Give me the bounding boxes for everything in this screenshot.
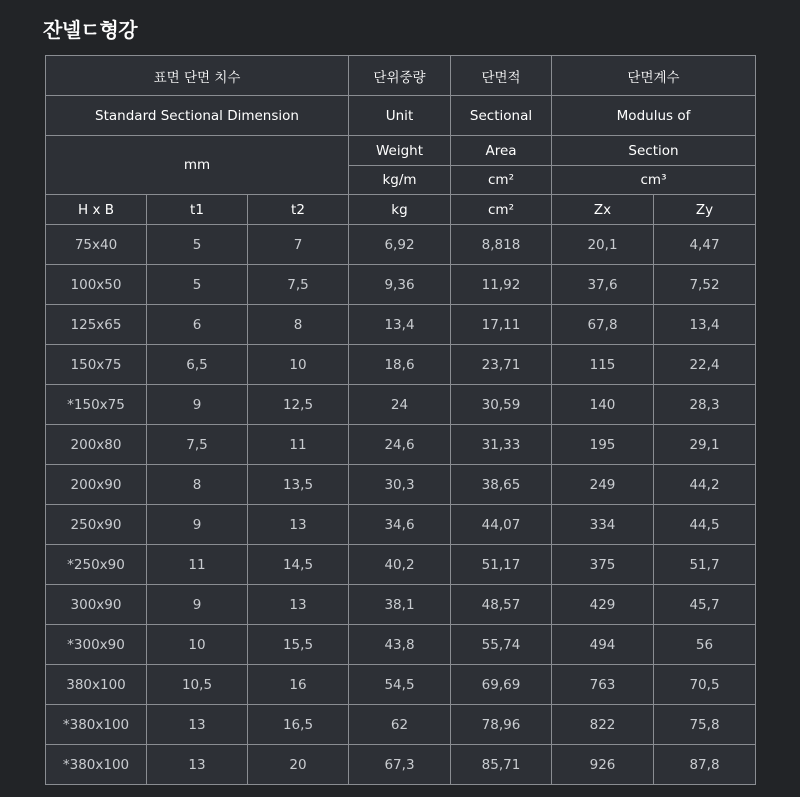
cell-t1: 8 (147, 465, 248, 505)
cell-cm2: 48,57 (451, 585, 552, 625)
table-header (46, 56, 756, 225)
cell-hxb: 380x100 (46, 665, 147, 705)
sectional-area-header-kr: 단면적 (451, 56, 552, 96)
cell-hxb: 75x40 (46, 225, 147, 265)
cell-cm2: 78,96 (451, 705, 552, 745)
cell-cm2: 23,71 (451, 345, 552, 385)
cell-kg: 67,3 (349, 745, 451, 785)
sectional-area-unit: cm² (451, 166, 552, 195)
cell-zx: 494 (552, 625, 654, 665)
cell-hxb: *300x90 (46, 625, 147, 665)
section-modulus-header-en-2: Section (552, 136, 756, 166)
col-header-zy: Zy (654, 195, 756, 225)
cell-kg: 9,36 (349, 265, 451, 305)
cell-zx: 140 (552, 385, 654, 425)
sectional-area-header-en-2: Area (451, 136, 552, 166)
cell-t2: 16,5 (248, 705, 349, 745)
cell-zy: 75,8 (654, 705, 756, 745)
cell-kg: 43,8 (349, 625, 451, 665)
cell-kg: 38,1 (349, 585, 451, 625)
cell-t1: 7,5 (147, 425, 248, 465)
cell-hxb: *380x100 (46, 745, 147, 785)
dimension-header-en: Standard Sectional Dimension (46, 96, 349, 136)
cell-zx: 822 (552, 705, 654, 745)
cell-t2: 20 (248, 745, 349, 785)
col-header-zx: Zx (552, 195, 654, 225)
cell-zy: 29,1 (654, 425, 756, 465)
cell-cm2: 85,71 (451, 745, 552, 785)
cell-t2: 7 (248, 225, 349, 265)
cell-zy: 56 (654, 625, 756, 665)
table-row (46, 585, 756, 625)
cell-t2: 11 (248, 425, 349, 465)
header-row-english-2 (46, 136, 756, 166)
unit-weight-header-en-2: Weight (349, 136, 451, 166)
cell-hxb: 100x50 (46, 265, 147, 305)
cell-t1: 13 (147, 745, 248, 785)
table-row (46, 425, 756, 465)
cell-cm2: 38,65 (451, 465, 552, 505)
cell-t1: 6 (147, 305, 248, 345)
cell-kg: 62 (349, 705, 451, 745)
cell-t2: 7,5 (248, 265, 349, 305)
header-row-columns (46, 195, 756, 225)
cell-kg: 54,5 (349, 665, 451, 705)
cell-kg: 24,6 (349, 425, 451, 465)
cell-kg: 24 (349, 385, 451, 425)
table-row (46, 625, 756, 665)
cell-zy: 70,5 (654, 665, 756, 705)
cell-t1: 5 (147, 225, 248, 265)
cell-zy: 45,7 (654, 585, 756, 625)
header-row-english (46, 96, 756, 136)
cell-cm2: 51,17 (451, 545, 552, 585)
dimension-header-kr: 표면 단면 치수 (46, 56, 349, 96)
cell-zx: 195 (552, 425, 654, 465)
table-row (46, 705, 756, 745)
section-modulus-header-kr: 단면계수 (552, 56, 756, 96)
cell-t2: 13 (248, 585, 349, 625)
cell-t2: 12,5 (248, 385, 349, 425)
channel-spec-table (45, 55, 756, 785)
cell-cm2: 31,33 (451, 425, 552, 465)
cell-zy: 13,4 (654, 305, 756, 345)
cell-hxb: *380x100 (46, 705, 147, 745)
cell-cm2: 17,11 (451, 305, 552, 345)
table-body (46, 225, 756, 785)
cell-zy: 28,3 (654, 385, 756, 425)
cell-hxb: 250x90 (46, 505, 147, 545)
sectional-area-header-en: Sectional (451, 96, 552, 136)
cell-zx: 334 (552, 505, 654, 545)
cell-hxb: 200x80 (46, 425, 147, 465)
cell-zy: 22,4 (654, 345, 756, 385)
table-row (46, 305, 756, 345)
table-row (46, 665, 756, 705)
dimension-unit-mm: mm (46, 136, 349, 195)
col-header-kg: kg (349, 195, 451, 225)
cell-t1: 10,5 (147, 665, 248, 705)
table-row (46, 505, 756, 545)
cell-t1: 5 (147, 265, 248, 305)
cell-cm2: 11,92 (451, 265, 552, 305)
unit-weight-unit: kg/m (349, 166, 451, 195)
cell-zx: 763 (552, 665, 654, 705)
cell-zy: 4,47 (654, 225, 756, 265)
cell-t1: 6,5 (147, 345, 248, 385)
cell-zx: 926 (552, 745, 654, 785)
cell-t1: 9 (147, 385, 248, 425)
cell-t1: 9 (147, 505, 248, 545)
table-row (46, 545, 756, 585)
table-row (46, 225, 756, 265)
cell-t2: 16 (248, 665, 349, 705)
cell-kg: 18,6 (349, 345, 451, 385)
cell-hxb: 300x90 (46, 585, 147, 625)
col-header-hxb: H x B (46, 195, 147, 225)
unit-weight-header-kr: 단위중량 (349, 56, 451, 96)
table-row (46, 345, 756, 385)
table-row (46, 385, 756, 425)
cell-zy: 44,2 (654, 465, 756, 505)
cell-zx: 429 (552, 585, 654, 625)
cell-kg: 34,6 (349, 505, 451, 545)
col-header-cm2: cm² (451, 195, 552, 225)
cell-cm2: 8,818 (451, 225, 552, 265)
cell-zx: 37,6 (552, 265, 654, 305)
cell-hxb: 125x65 (46, 305, 147, 345)
cell-zy: 51,7 (654, 545, 756, 585)
cell-kg: 6,92 (349, 225, 451, 265)
col-header-t1: t1 (147, 195, 248, 225)
cell-t2: 8 (248, 305, 349, 345)
cell-t1: 13 (147, 705, 248, 745)
cell-t2: 15,5 (248, 625, 349, 665)
section-modulus-header-en: Modulus of (552, 96, 756, 136)
cell-zx: 249 (552, 465, 654, 505)
cell-hxb: 200x90 (46, 465, 147, 505)
header-row-korean (46, 56, 756, 96)
cell-t2: 13,5 (248, 465, 349, 505)
cell-cm2: 69,69 (451, 665, 552, 705)
cell-zx: 375 (552, 545, 654, 585)
cell-hxb: *150x75 (46, 385, 147, 425)
section-modulus-unit: cm³ (552, 166, 756, 195)
cell-zx: 67,8 (552, 305, 654, 345)
cell-cm2: 30,59 (451, 385, 552, 425)
cell-hxb: 150x75 (46, 345, 147, 385)
cell-zy: 87,8 (654, 745, 756, 785)
cell-kg: 30,3 (349, 465, 451, 505)
table-row (46, 465, 756, 505)
cell-zx: 115 (552, 345, 654, 385)
cell-cm2: 55,74 (451, 625, 552, 665)
unit-weight-header-en: Unit (349, 96, 451, 136)
cell-t2: 13 (248, 505, 349, 545)
table-row (46, 745, 756, 785)
col-header-t2: t2 (248, 195, 349, 225)
cell-zy: 44,5 (654, 505, 756, 545)
cell-hxb: *250x90 (46, 545, 147, 585)
cell-cm2: 44,07 (451, 505, 552, 545)
cell-kg: 13,4 (349, 305, 451, 345)
cell-kg: 40,2 (349, 545, 451, 585)
cell-zy: 7,52 (654, 265, 756, 305)
cell-t1: 10 (147, 625, 248, 665)
page-title: 잔넬ㄷ형강 (43, 18, 138, 42)
cell-t2: 10 (248, 345, 349, 385)
cell-t1: 11 (147, 545, 248, 585)
cell-t1: 9 (147, 585, 248, 625)
cell-t2: 14,5 (248, 545, 349, 585)
table-row (46, 265, 756, 305)
cell-zx: 20,1 (552, 225, 654, 265)
